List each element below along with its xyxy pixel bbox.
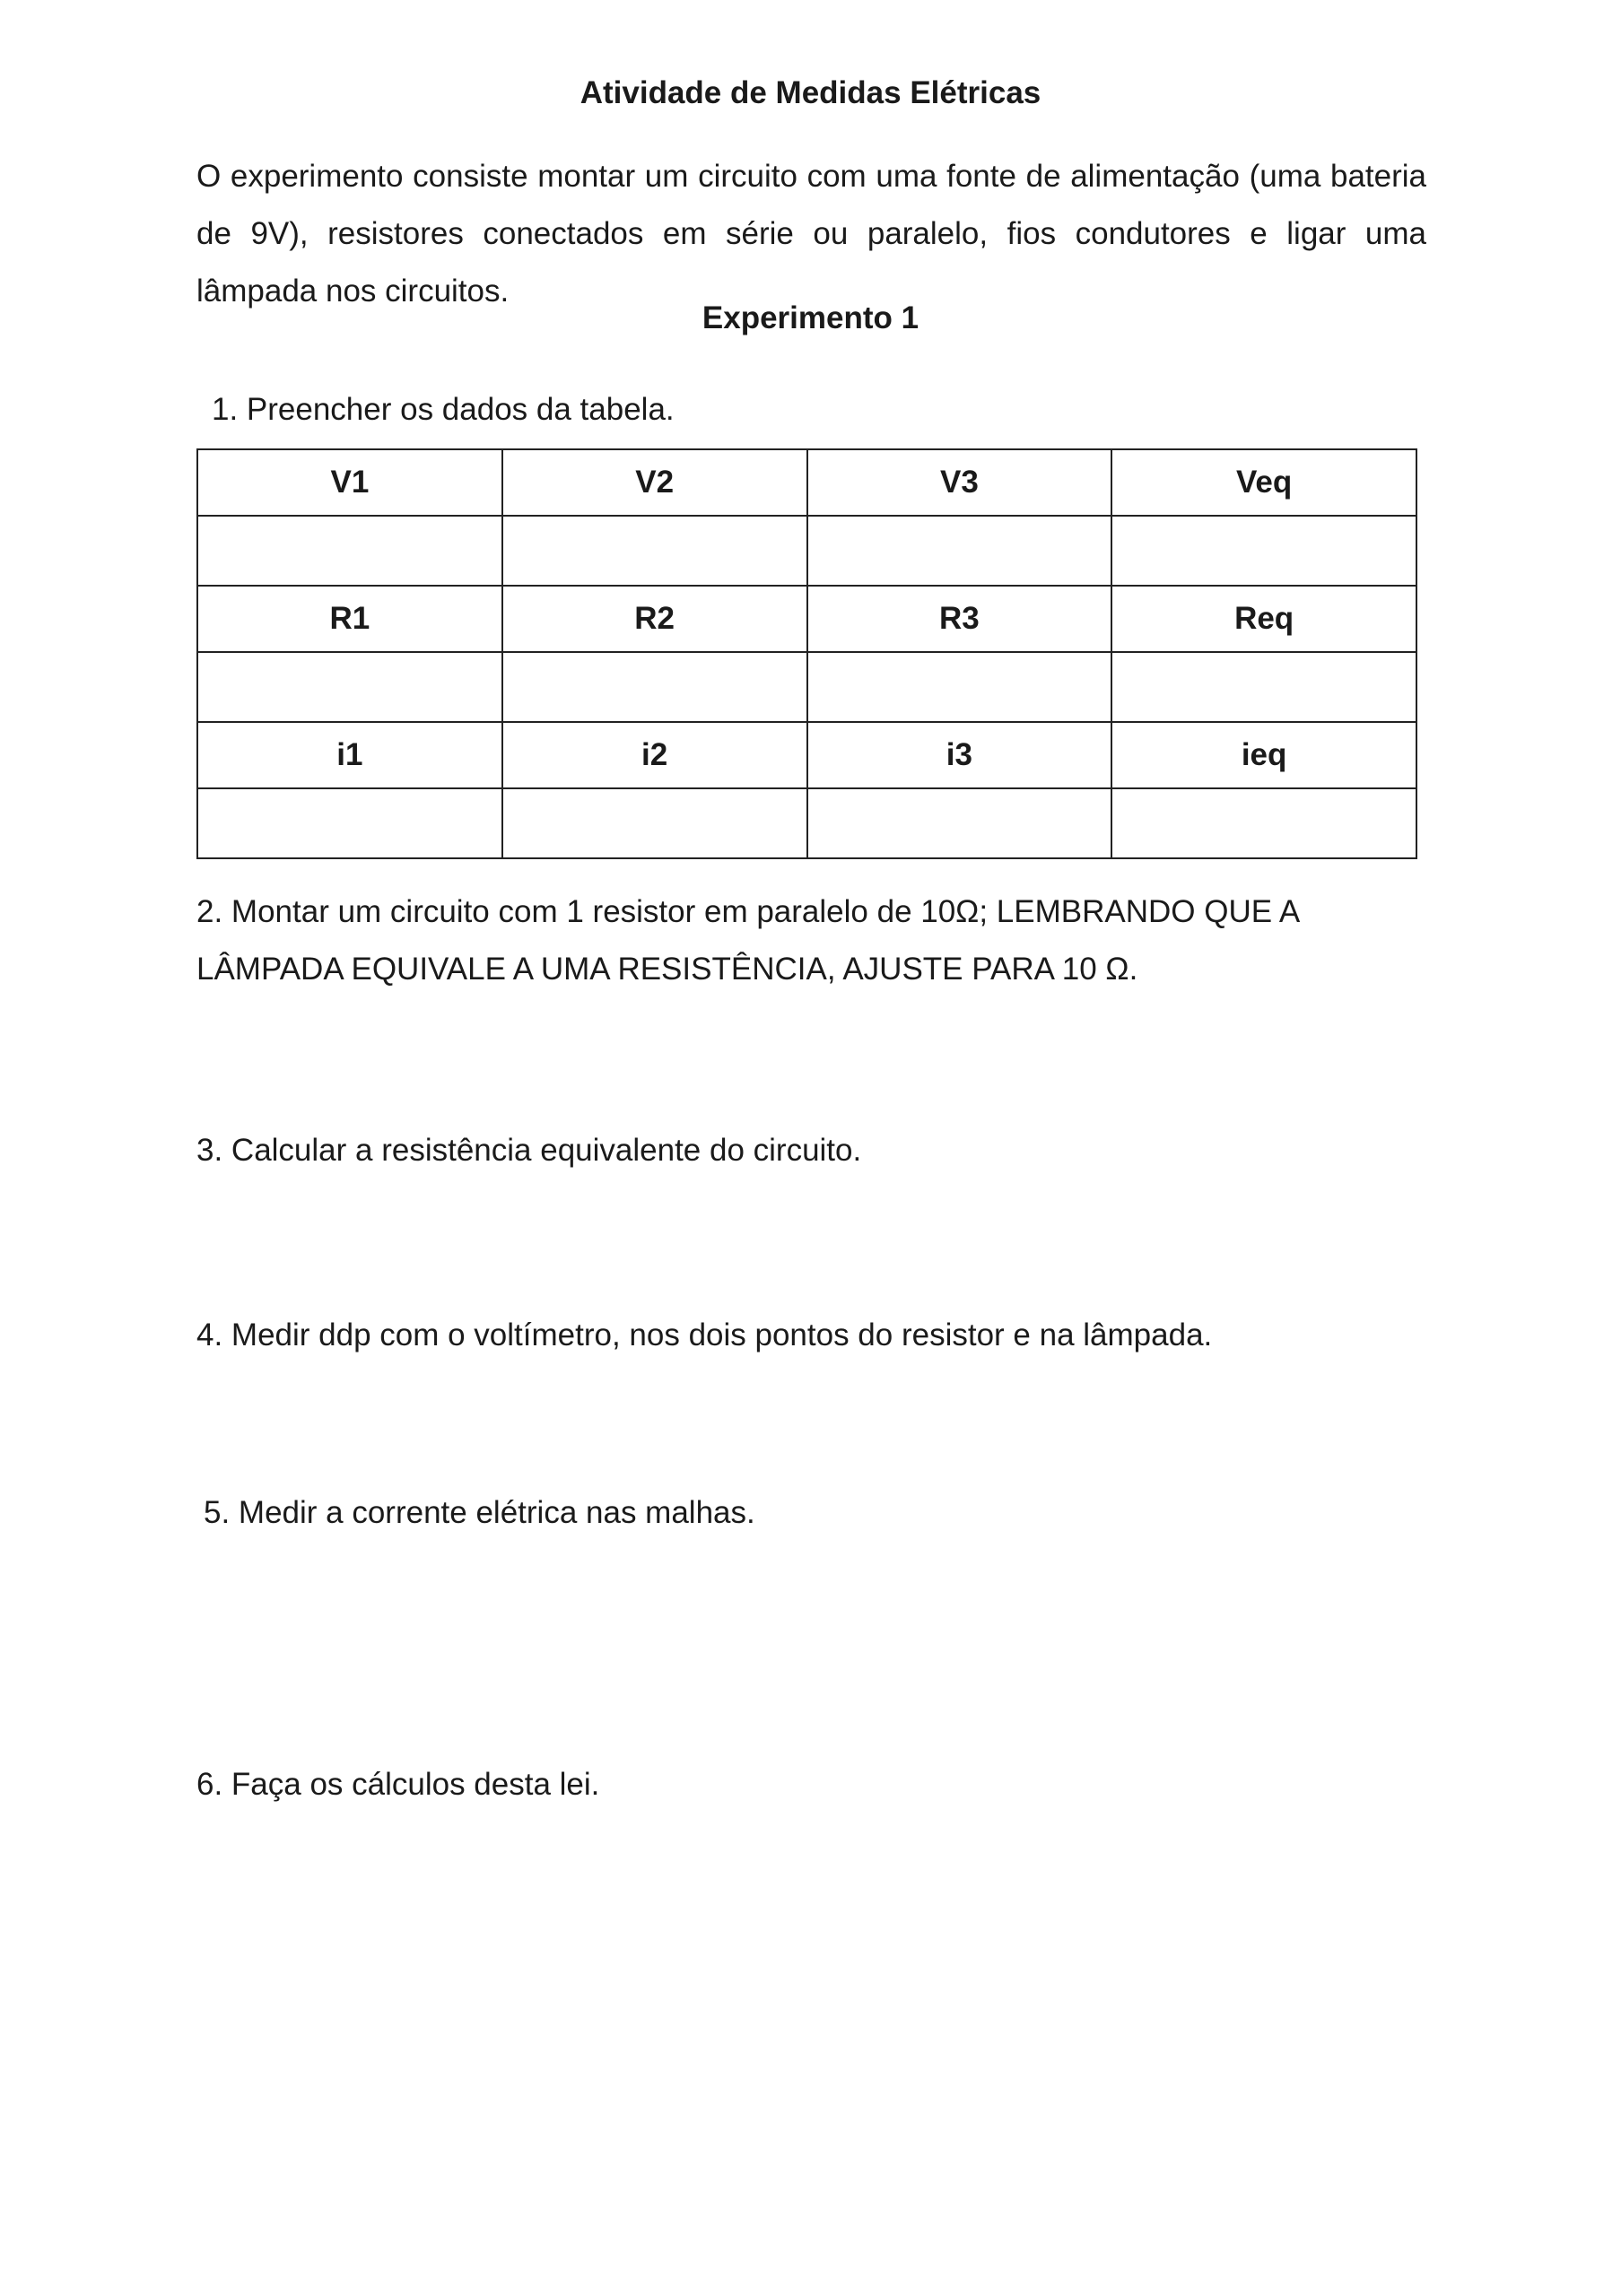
table-header-cell: R1 bbox=[197, 586, 502, 652]
table-header-cell: R2 bbox=[502, 586, 807, 652]
table-header-cell: i1 bbox=[197, 722, 502, 788]
table-input-cell[interactable] bbox=[807, 788, 1112, 858]
table-header-cell: Veq bbox=[1111, 449, 1416, 516]
table-input-row-voltage bbox=[197, 516, 1416, 586]
table-input-cell[interactable] bbox=[502, 516, 807, 586]
table-input-row-resistance bbox=[197, 652, 1416, 722]
question-3: 3. Calcular a resistência equivalente do circuito. bbox=[196, 1133, 862, 1168]
table-input-cell[interactable] bbox=[502, 788, 807, 858]
question-6: 6. Faça os cálculos desta lei. bbox=[196, 1767, 600, 1802]
table-header-cell: V2 bbox=[502, 449, 807, 516]
measurement-table bbox=[196, 448, 1417, 859]
table-input-cell[interactable] bbox=[1111, 788, 1416, 858]
table-input-cell[interactable] bbox=[807, 652, 1112, 722]
table-input-cell[interactable] bbox=[807, 516, 1112, 586]
table-input-row-current bbox=[197, 788, 1416, 858]
table-header-row-current bbox=[197, 722, 1416, 788]
table-header-cell: V3 bbox=[807, 449, 1112, 516]
table-header-cell: i3 bbox=[807, 722, 1112, 788]
table-header-cell: V1 bbox=[197, 449, 502, 516]
table-input-cell[interactable] bbox=[197, 516, 502, 586]
question-2: 2. Montar um circuito com 1 resistor em paralelo de 10Ω; LEMBRANDO QUE A LÂMPADA EQUIVALE A UMA RESISTÊNCIA, AJUSTE PARA 10 Ω. bbox=[196, 894, 1299, 987]
table-input-cell[interactable] bbox=[197, 652, 502, 722]
question-4: 4. Medir ddp com o voltímetro, nos dois pontos do resistor e na lâmpada. bbox=[196, 1318, 1213, 1352]
table-input-cell[interactable] bbox=[1111, 652, 1416, 722]
page-title: Atividade de Medidas Elétricas bbox=[580, 75, 1041, 110]
table-header-row-resistance bbox=[197, 586, 1416, 652]
table-header-cell: ieq bbox=[1111, 722, 1416, 788]
table-header-cell: R3 bbox=[807, 586, 1112, 652]
table-header-row-voltage bbox=[197, 449, 1416, 516]
table-input-cell[interactable] bbox=[1111, 516, 1416, 586]
table-header-cell: i2 bbox=[502, 722, 807, 788]
table-input-cell[interactable] bbox=[197, 788, 502, 858]
question-1: 1. Preencher os dados da tabela. bbox=[212, 392, 675, 427]
question-5: 5. Medir a corrente elétrica nas malhas. bbox=[204, 1495, 755, 1530]
table-header-cell: Req bbox=[1111, 586, 1416, 652]
experiment-title: Experimento 1 bbox=[702, 300, 919, 335]
table-input-cell[interactable] bbox=[502, 652, 807, 722]
intro-paragraph: O experimento consiste montar um circuito com uma fonte de alimentação (uma bateria de 9V), resistores conectados em série ou paralelo, fios condutores e ligar uma lâmpada nos circuitos. bbox=[196, 159, 1426, 309]
